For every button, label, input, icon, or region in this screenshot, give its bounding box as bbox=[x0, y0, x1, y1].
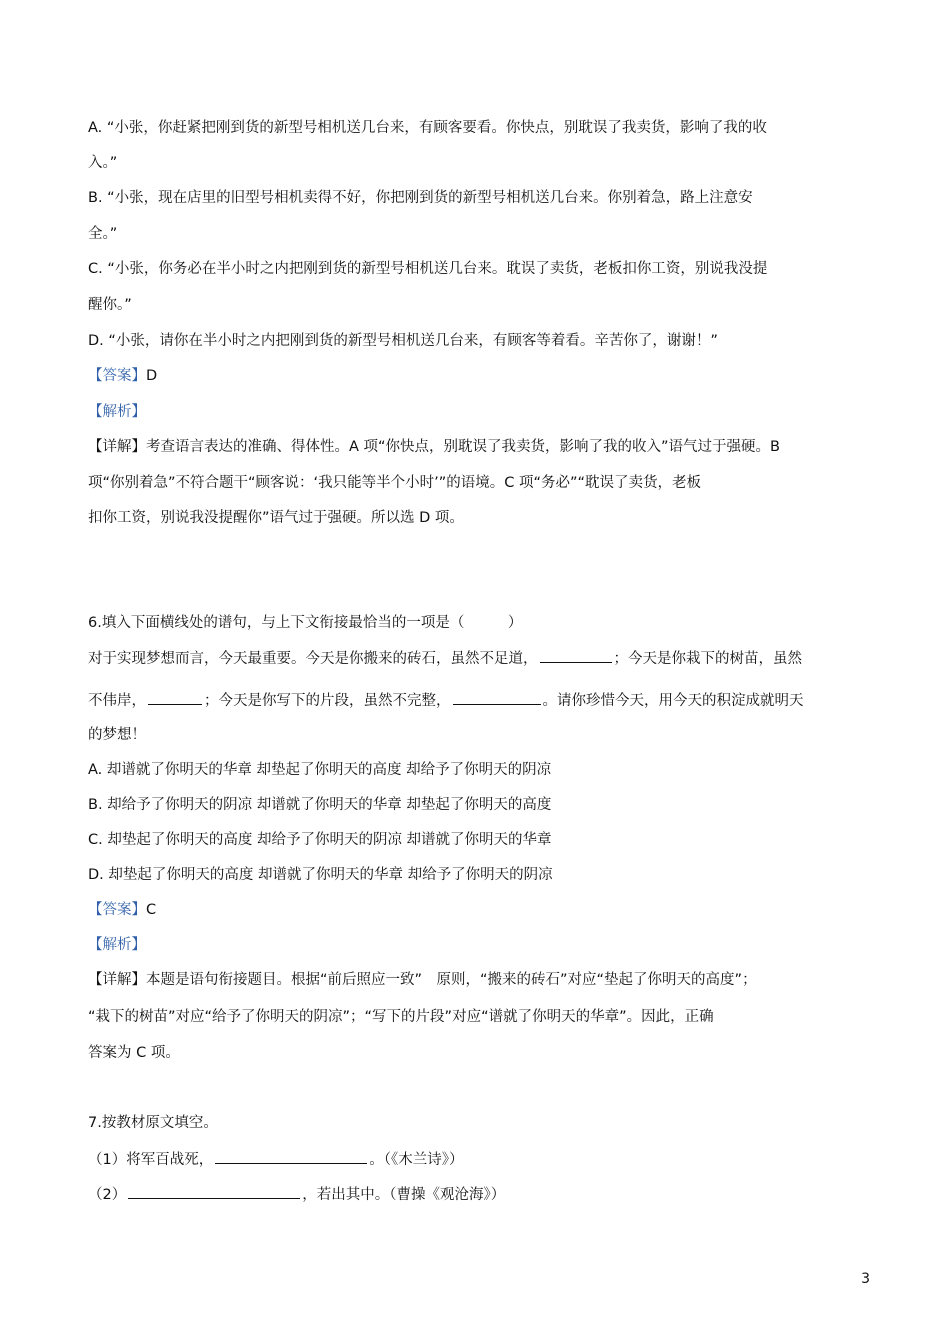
q6-passage-line1 bbox=[88, 648, 878, 669]
passage-text: 不伟岸， bbox=[88, 693, 146, 709]
q6-option-c: C. 却垫起了你明天的高度 却给予了你明天的阴凉 却谱就了你明天的华章 bbox=[88, 832, 552, 848]
q5-option-c-line2: 醒你。” bbox=[88, 297, 132, 313]
q5-detail-line1 bbox=[88, 437, 878, 457]
q5-analysis-label: 【解析】 bbox=[88, 404, 146, 420]
q5-option-c-line1: C. “小张，你务必在半小时之内把刚到货的新型号相机送几台来。耽误了卖货，老板扣你工资，别说我没提 bbox=[88, 261, 768, 277]
q7-item-1 bbox=[88, 1149, 878, 1170]
item-text: 。（《木兰诗》） bbox=[369, 1152, 464, 1168]
q5-answer bbox=[88, 366, 878, 386]
q5-option-b-line2: 全。” bbox=[88, 226, 118, 242]
page-number: 3 bbox=[861, 1271, 870, 1287]
item-text: （2） bbox=[88, 1187, 127, 1203]
q6-analysis-label: 【解析】 bbox=[88, 937, 146, 953]
passage-text: 。请你珍惜今天，用今天的积淀成就明天 bbox=[542, 693, 804, 709]
passage-text: ；今天是你写下的片段，虽然不完整， bbox=[204, 693, 451, 709]
answer-label: 【答案】 bbox=[88, 368, 146, 384]
blank-1 bbox=[540, 648, 612, 663]
q6-option-b: B. 却给予了你明天的阴凉 却谱就了你明天的华章 却垫起了你明天的高度 bbox=[88, 797, 552, 813]
answer-label: 【答案】 bbox=[88, 902, 146, 918]
q6-detail-line2: “栽下的树苗”对应“给予了你明天的阴凉”；“写下的片段”对应“谱就了你明天的华章”。因此，正确 bbox=[88, 1009, 714, 1025]
q6-passage-line3: 的梦想！ bbox=[88, 727, 146, 743]
q6-detail-line1 bbox=[88, 970, 878, 990]
q6-option-d: D. 却垫起了你明天的高度 却谱就了你明天的华章 却给予了你明天的阴凉 bbox=[88, 867, 553, 883]
answer-value: D bbox=[146, 368, 158, 384]
q5-option-a-line1: A. “小张，你赶紧把刚到货的新型号相机送几台来，有顾客要看。你快点，别耽误了我卖货，影响了我的收 bbox=[88, 120, 767, 136]
q5-option-b-line1: B. “小张，现在店里的旧型号相机卖得不好，你把刚到货的新型号相机送几台来。你别着急，路上注意安 bbox=[88, 190, 753, 206]
q7-item-2 bbox=[88, 1184, 878, 1205]
blank-item-1 bbox=[215, 1149, 367, 1164]
passage-text: ；今天是你栽下的树苗，虽然 bbox=[613, 651, 802, 667]
detail-text: 本题是语句衔接题目。根据“前后照应一致” 原则，“搬来的砖石”对应“垫起了你明天的高度”； bbox=[146, 972, 757, 988]
blank-item-2 bbox=[128, 1184, 300, 1199]
q5-detail-line2: 项“你别着急”不符合题干“顾客说：‘我只能等半个小时’”的语境。C 项“务必”“耽误了卖货，老板 bbox=[88, 475, 702, 491]
passage-text: 对于实现梦想而言，今天最重要。今天是你搬来的砖石，虽然不足道， bbox=[88, 651, 538, 667]
item-text: （1）将军百战死， bbox=[88, 1152, 214, 1168]
q6-option-a: A. 却谱就了你明天的华章 却垫起了你明天的高度 却给予了你明天的阴凉 bbox=[88, 762, 552, 778]
q5-option-a-line2: 入。” bbox=[88, 155, 118, 171]
q6-stem: 6.填入下面横线处的谱句，与上下文衔接最恰当的一项是（ ） bbox=[88, 615, 523, 631]
q5-option-d: D. “小张，请你在半小时之内把刚到货的新型号相机送几台来，有顾客等着看。辛苦你了，谢谢！” bbox=[88, 333, 718, 349]
q6-detail-line3: 答案为 C 项。 bbox=[88, 1045, 180, 1061]
q6-answer bbox=[88, 900, 878, 920]
detail-label: 【详解】 bbox=[88, 439, 146, 455]
blank-2 bbox=[148, 690, 202, 705]
answer-value: C bbox=[146, 902, 157, 918]
q7-stem: 7.按教材原文填空。 bbox=[88, 1115, 218, 1131]
q6-passage-line2 bbox=[88, 690, 878, 711]
item-text: ，若出其中。（曹操《观沧海》） bbox=[302, 1187, 506, 1203]
q5-detail-line3: 扣你工资，别说我没提醒你”语气过于强硬。所以选 D 项。 bbox=[88, 510, 464, 526]
detail-label: 【详解】 bbox=[88, 972, 146, 988]
detail-text: 考查语言表达的准确、得体性。A 项“你快点，别耽误了我卖货，影响了我的收入”语气过于强硬。B bbox=[146, 439, 780, 455]
blank-3 bbox=[453, 690, 541, 705]
